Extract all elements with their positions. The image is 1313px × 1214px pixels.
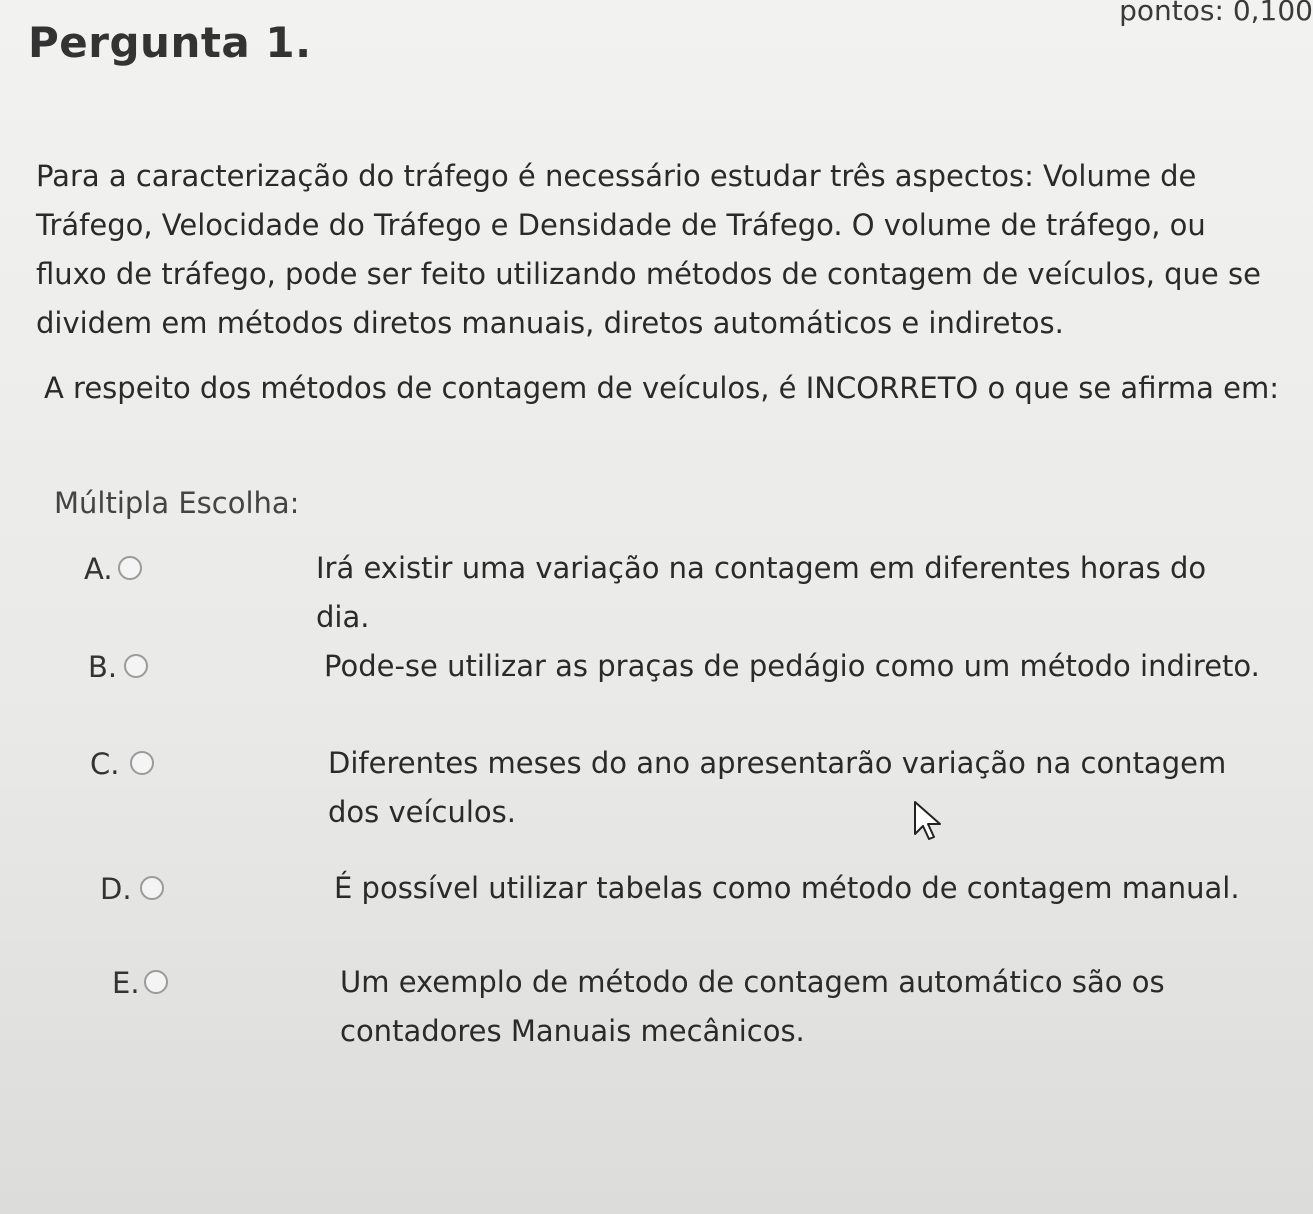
radio-unselected-icon[interactable] [124,654,148,678]
option-letter: D. [100,872,132,906]
points-label: pontos: 0,100 [1119,0,1313,27]
question-prompt: A respeito dos métodos de contagem de veículos, é INCORRETO o que se afirma em: [44,371,1279,405]
option-text: É possível utilizar tabelas como método de contagem manual. [334,871,1240,905]
option-letter: C. [90,747,120,781]
option-letter: A. [84,552,113,586]
radio-unselected-icon[interactable] [140,876,164,900]
radio-unselected-icon[interactable] [118,556,142,580]
option-letter: E. [112,966,140,1000]
option-letter: B. [88,650,118,684]
option-text: Um exemplo de método de contagem automático são os contadores Manuais mecânicos. [340,965,1165,1048]
option-text: Diferentes meses do ano apresentarão variação na contagem dos veículos. [328,746,1227,829]
question-text: Para a caracterização do tráfego é necessário estudar três aspectos: Volume de Tráfego, Velocidade do Tráfego e Densidade de Tráfego. O volume de tráfego, ou fluxo de tráfego, pode ser feito utilizando métodos de contagem de veículos, que se dividem em métodos diretos manuais, diretos automáticos e indiretos. [36,159,1261,340]
radio-unselected-icon[interactable] [130,751,154,775]
option-text: Pode-se utilizar as praças de pedágio como um método indireto. [324,649,1260,683]
multiple-choice-heading: Múltipla Escolha: [54,486,300,520]
mouse-pointer-icon [912,800,946,842]
radio-unselected-icon[interactable] [144,970,168,994]
option-text: Irá existir uma variação na contagem em diferentes horas do dia. [316,551,1207,634]
question-title: Pergunta 1. [28,18,312,67]
